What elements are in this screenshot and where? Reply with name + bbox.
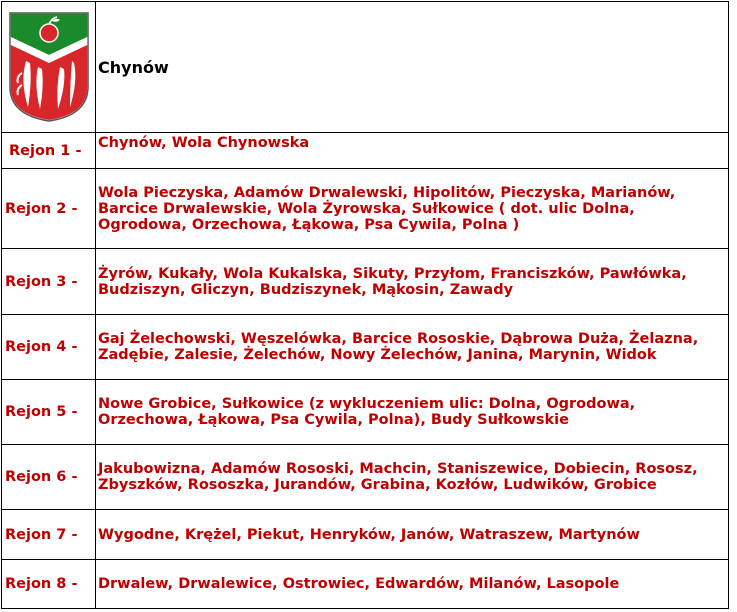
- table-row: [2, 445, 729, 510]
- rejon-places: Gaj Żelechowski, Węszelówka, Barcice Rososkie, Dąbrowa Duża, Żelazna, Zadębie, Zalesie, Żelechów, Nowy Żelechów, Janina, Marynin, Widok: [96, 315, 729, 380]
- emblem-cell: [2, 2, 96, 133]
- rejon-places: Jakubowizna, Adamów Rososki, Machcin, Staniszewice, Dobiecin, Rososz, Zbyszków, Rososzka, Jurandów, Grabina, Kozłów, Ludwików, Grobice: [96, 445, 729, 510]
- rejon-places: Wola Pieczyska, Adamów Drwalewski, Hipolitów, Pieczyska, Marianów, Barcice Drwalewskie, Wola Żyrowska, Sułkowice ( dot. ulic Dolna, Ogrodowa, Orzechowa, Łąkowa, Psa Cywila, Polna ): [96, 169, 729, 249]
- page-title: Chynów: [96, 2, 729, 133]
- table-row: [2, 560, 729, 609]
- rejon-label: Rejon 4 -: [2, 315, 96, 380]
- rejon-places: Drwalew, Drwalewice, Ostrowiec, Edwardów, Milanów, Lasopole: [96, 560, 729, 609]
- rejon-places: Chynów, Wola Chynowska: [96, 133, 729, 169]
- table-row: [2, 380, 729, 445]
- rejon-label: Rejon 5 -: [2, 380, 96, 445]
- rejon-label: Rejon 2 -: [2, 169, 96, 249]
- rejon-places: Wygodne, Krężel, Piekut, Henryków, Janów, Watraszew, Martynów: [96, 510, 729, 560]
- rejon-places: Nowe Grobice, Sułkowice (z wykluczeniem ulic: Dolna, Ogrodowa, Orzechowa, Łąkowa, Psa Cywila, Polna), Budy Sułkowskie: [96, 380, 729, 445]
- table-row: [2, 133, 729, 169]
- rejon-label: Rejon 3 -: [2, 249, 96, 315]
- rejony-table: [1, 1, 729, 609]
- table-row: [2, 249, 729, 315]
- table-row: [2, 169, 729, 249]
- rejon-label: Rejon 1 -: [2, 133, 96, 169]
- coat-of-arms-icon: [8, 11, 90, 123]
- table-row: [2, 315, 729, 380]
- table-row: [2, 510, 729, 560]
- rejon-places: Żyrów, Kukały, Wola Kukalska, Sikuty, Przyłom, Franciszków, Pawłówka, Budziszyn, Gliczyn, Budziszynek, Mąkosin, Zawady: [96, 249, 729, 315]
- header-row: [2, 2, 729, 133]
- rejon-label: Rejon 6 -: [2, 445, 96, 510]
- rejon-label: Rejon 7 -: [2, 510, 96, 560]
- rejon-label: Rejon 8 -: [2, 560, 96, 609]
